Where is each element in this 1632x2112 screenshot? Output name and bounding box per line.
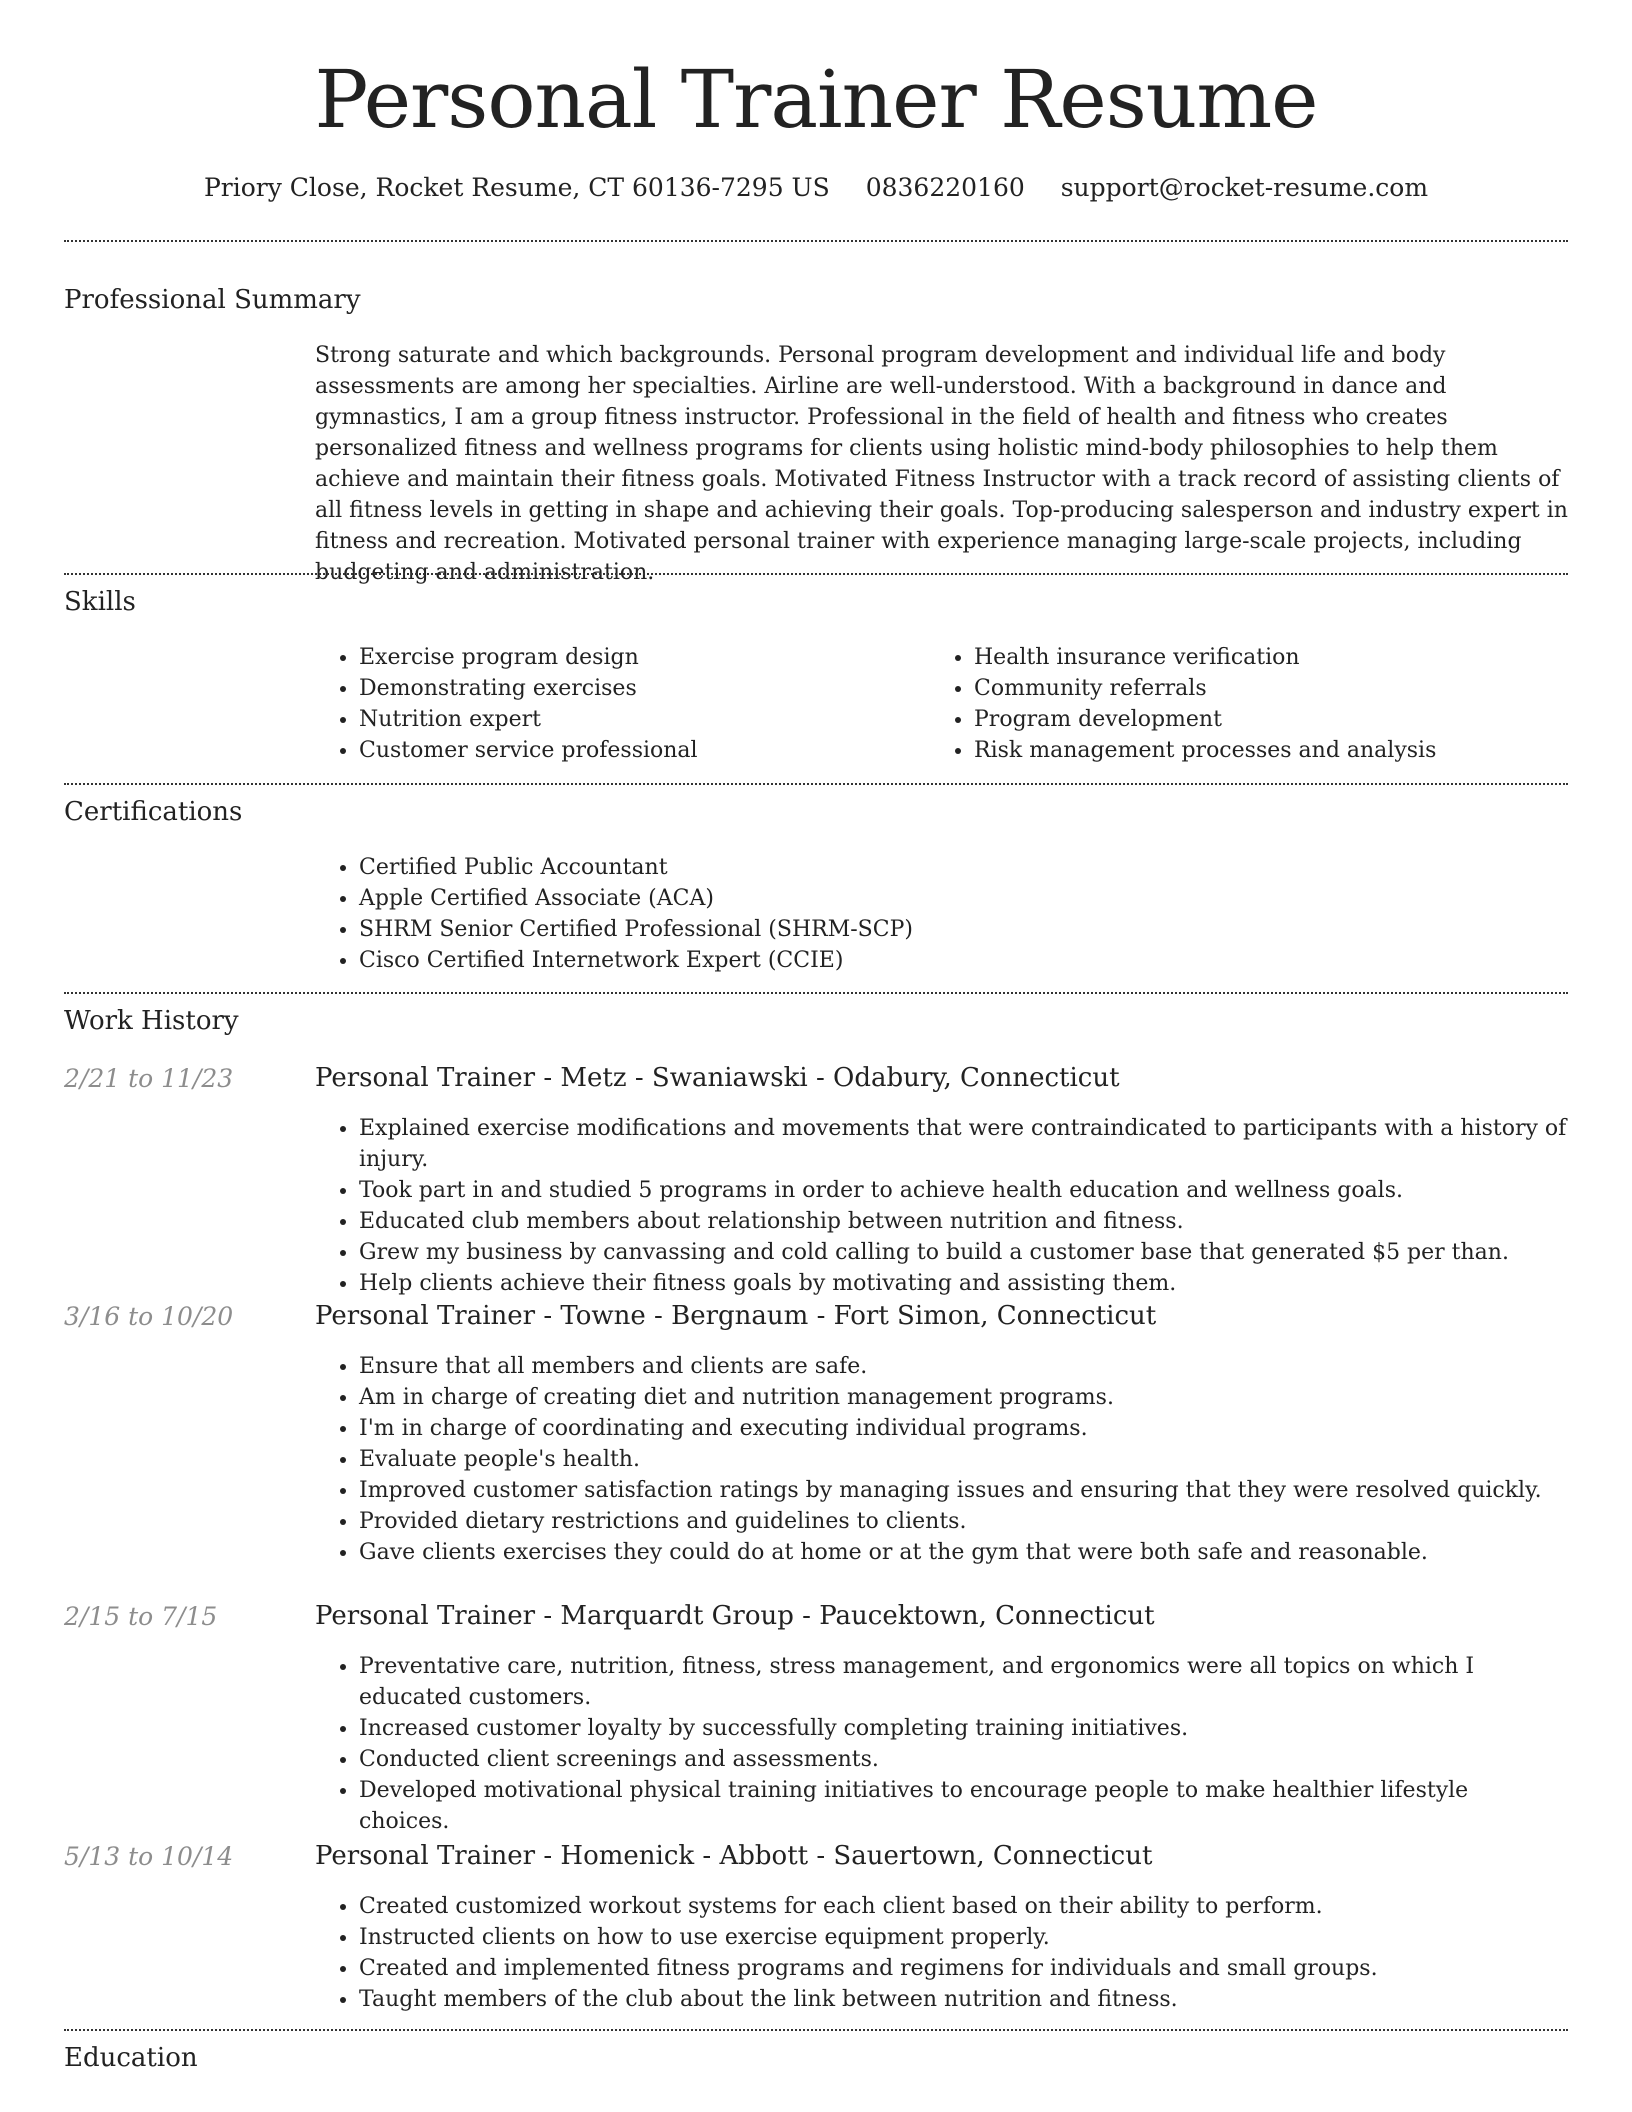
job-bullet: • Developed motivational physical training initiatives to encourage people to make healthier lifestyle choices. <box>359 1775 1539 1837</box>
job-bullet: • Taught members of the club about the link between nutrition and fitness. <box>359 1984 1609 2015</box>
job-bullet: • Ensure that all members and clients are safe. <box>359 1351 1609 1382</box>
divider <box>64 573 1568 575</box>
divider <box>64 2029 1568 2031</box>
contact-line <box>0 170 1632 206</box>
summary-text: Strong saturate and which backgrounds. Personal program development and individual life and body assessments are among her specialties. Airline are well-understood. With a background in dance and gymnastics, I am a group fitness instructor. Professional in the field of health and fitness who creates personalized fitness and wellness programs for clients using holistic mind-body philosophies to help them achieve and maintain their fitness goals. Motivated Fitness Instructor with a track record of assisting clients of all fitness levels in getting in shape and achieving their goals. Top-producing salesperson and industry expert in fitness and recreation. Motivated personal trainer with experience managing large-scale projects, including budgeting and administration. <box>315 343 1568 585</box>
certification-item: • Cisco Certified Internetwork Expert (CCIE) <box>359 945 1609 976</box>
contact-phone: 0836220160 <box>865 173 1025 202</box>
job-title: Personal Trainer - Towne - Bergnaum - Fort Simon, Connecticut <box>315 1301 1157 1331</box>
skill-item: • Nutrition expert <box>359 704 919 735</box>
divider <box>64 783 1568 785</box>
section-heading-summary: Professional Summary <box>64 285 361 315</box>
job-dates: 2/15 to 7/15 <box>64 1602 218 1631</box>
job-bullets <box>315 1651 1539 1837</box>
skill-item: • Risk management processes and analysis <box>974 735 1594 766</box>
certifications-list <box>315 852 1609 976</box>
section-heading-skills: Skills <box>64 587 136 617</box>
skill-item: • Health insurance verification <box>974 642 1594 673</box>
divider <box>64 240 1568 242</box>
job-bullet: • Gave clients exercises they could do at home or at the gym that were both safe and reasonable. <box>359 1537 1609 1568</box>
job-bullet: • Help clients achieve their fitness goals by motivating and assisting them. <box>359 1268 1609 1299</box>
job-bullets <box>315 1351 1609 1568</box>
job-dates: 5/13 to 10/14 <box>64 1842 234 1871</box>
job-bullet: • I'm in charge of coordinating and executing individual programs. <box>359 1413 1609 1444</box>
certification-item: • SHRM Senior Certified Professional (SHRM-SCP) <box>359 914 1609 945</box>
job-bullet: • Grew my business by canvassing and cold calling to build a customer base that generated $5 per than. <box>359 1237 1609 1268</box>
job-bullet: • Am in charge of creating diet and nutrition management programs. <box>359 1382 1609 1413</box>
divider <box>64 992 1568 994</box>
skill-item: • Program development <box>974 704 1594 735</box>
job-bullet: • Created customized workout systems for each client based on their ability to perform. <box>359 1891 1609 1922</box>
job-bullet: • Preventative care, nutrition, fitness, stress management, and ergonomics were all topics on which I educated customers. <box>359 1651 1539 1713</box>
skills-list-left <box>315 642 919 766</box>
job-bullet: • Created and implemented fitness programs and regimens for individuals and small groups. <box>359 1953 1609 1984</box>
skill-item: • Exercise program design <box>359 642 919 673</box>
contact-email[interactable]: support@rocket-resume.com <box>1060 173 1429 202</box>
job-bullet: • Conducted client screenings and assessments. <box>359 1744 1539 1775</box>
job-title: Personal Trainer - Marquardt Group - Paucektown, Connecticut <box>315 1601 1155 1631</box>
certification-item: • Certified Public Accountant <box>359 852 1609 883</box>
job-bullet: • Instructed clients on how to use exercise equipment properly. <box>359 1922 1609 1953</box>
section-heading-certifications: Certifications <box>64 797 243 827</box>
section-heading-education: Education <box>64 2043 198 2073</box>
skill-item: • Community referrals <box>974 673 1594 704</box>
job-bullet: • Explained exercise modifications and movements that were contraindicated to participants with a history of injury. <box>359 1113 1609 1175</box>
job-bullets <box>315 1891 1609 2015</box>
job-bullet: • Took part in and studied 5 programs in order to achieve health education and wellness goals. <box>359 1175 1609 1206</box>
job-title: Personal Trainer - Metz - Swaniawski - Odabury, Connecticut <box>315 1063 1120 1093</box>
job-bullet: • Evaluate people's health. <box>359 1444 1609 1475</box>
job-bullet: • Increased customer loyalty by successfully completing training initiatives. <box>359 1713 1539 1744</box>
job-bullet: • Provided dietary restrictions and guidelines to clients. <box>359 1506 1609 1537</box>
skill-item: • Demonstrating exercises <box>359 673 919 704</box>
skills-list-right <box>930 642 1594 766</box>
job-dates: 3/16 to 10/20 <box>64 1302 234 1331</box>
job-bullet: • Educated club members about relationship between nutrition and fitness. <box>359 1206 1609 1237</box>
section-heading-work-history: Work History <box>64 1006 239 1036</box>
job-bullet: • Improved customer satisfaction ratings by managing issues and ensuring that they were resolved quickly. <box>359 1475 1609 1506</box>
certification-item: • Apple Certified Associate (ACA) <box>359 883 1609 914</box>
job-bullets <box>315 1113 1609 1299</box>
contact-address: Priory Close, Rocket Resume, CT 60136-7295 US <box>203 173 830 202</box>
job-title: Personal Trainer - Homenick - Abbott - Sauertown, Connecticut <box>315 1841 1153 1871</box>
resume-title: Personal Trainer Resume <box>314 53 1318 146</box>
skill-item: • Customer service professional <box>359 735 919 766</box>
job-dates: 2/21 to 11/23 <box>64 1064 234 1093</box>
